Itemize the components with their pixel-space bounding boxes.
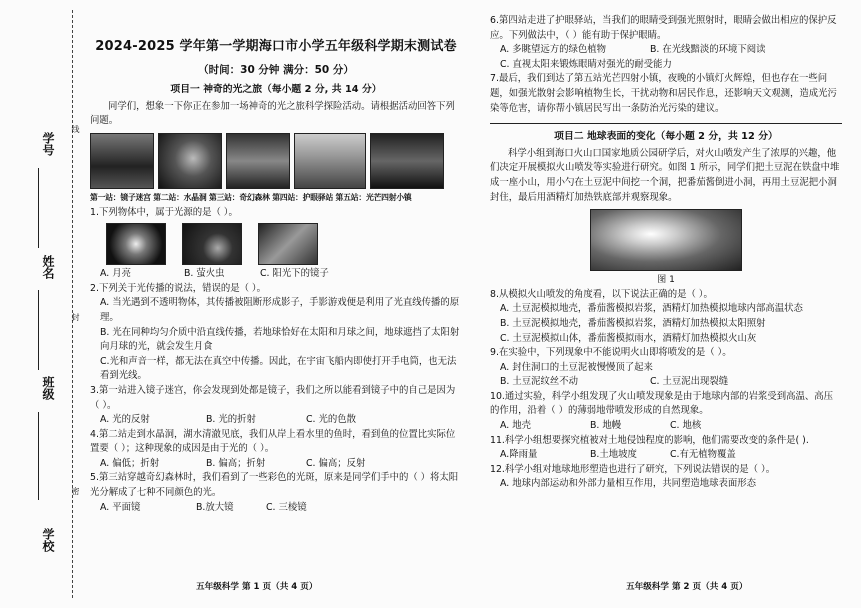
station-captions: 第一站：镜子迷宫 第二站：水晶洞 第三站：奇幻森林 第四站：护眼驿站 第五站：光芒四射小镇: [90, 192, 412, 202]
q3-option-b: B. 光的折射: [206, 414, 256, 426]
q5-options: [90, 501, 462, 516]
q8-stem: 8.从模拟火山喷发的角度看，以下说法正确的是（ ）。: [490, 288, 713, 300]
right-column: [490, 14, 842, 492]
q9-stem: 9.在实验中，下列现象中不能说明火山即将喷发的是（ ）。: [490, 347, 732, 359]
q8-option-a: A. 土豆泥模拟地壳，番茄酱模拟岩浆，酒精灯加热模拟地球内部高温状态: [500, 303, 803, 315]
q10-option-b: B. 地幔: [590, 420, 622, 432]
q11-option-a: A.降雨量: [500, 449, 538, 461]
q6-option-c: C. 直视太阳来锻炼眼睛对强光的耐受能力: [500, 58, 672, 70]
q9-option-a: A. 封住洞口的土豆泥被慢慢顶了起来: [500, 361, 653, 373]
left-column: [90, 14, 462, 515]
q10-options: [490, 419, 842, 434]
q1-stem: 1.下列物体中，属于光源的是（ ）。: [90, 206, 238, 218]
class-line: [38, 412, 39, 500]
q1-option-c: C. 阳光下的镜子: [260, 268, 329, 280]
mirror-maze-photo: [90, 133, 154, 189]
q2-stem: 2.下列关于光传播的说法，错误的是（ ）。: [90, 282, 266, 294]
q1-option-a: A. 月亮: [100, 268, 131, 280]
section-divider: [490, 123, 842, 124]
name-line: [38, 290, 39, 370]
q3-option-a: A. 光的反射: [100, 414, 150, 426]
section2-heading: 项目二 地球表面的变化（每小题 2 分，共 12 分）: [554, 131, 778, 143]
q1-option-b: B. 萤火虫: [184, 268, 225, 280]
q1-options: [90, 267, 462, 282]
q11-stem: 11.科学小组想要探究植被对土地侵蚀程度的影响，他们需要改变的条件是( ).: [490, 434, 809, 446]
q10-option-a: A. 地壳: [500, 420, 531, 432]
q3-stem: 3.第一站进入镜子迷宫，你会发现到处都是镜子，我们之所以能看到镜子中的自己是因为（ ）。: [90, 384, 456, 411]
q5-option-b: B.放大镜: [196, 501, 234, 513]
exam-title: 2024-2025 学年第一学期海口市小学五年级科学期末测试卷: [95, 39, 457, 54]
q5-option-a: A. 平面镜: [100, 501, 141, 513]
q3-options: [90, 413, 462, 428]
name-label: 姓名: [41, 255, 55, 279]
student-id-line: [38, 168, 39, 248]
q9-option-c: C. 土豆泥出现裂缝: [650, 376, 729, 388]
school-label: 学校: [41, 528, 55, 552]
q4-option-b: B. 偏高；折射: [206, 457, 266, 469]
seal-mark-seal: 封: [71, 313, 80, 321]
q11-option-c: C.有无植物覆盖: [670, 449, 736, 461]
section2-intro: 科学小组到海口火山口国家地质公园研学后，对火山喷发产生了浓厚的兴趣，他们决定开展模拟火山喷发等实验进行研究。如图 1 所示，同学们把土豆泥在铁盘中堆成一座小山，用小勺在土豆泥中间挖一个洞，把番茄酱倒进小洞，再用土豆泥把小洞封住，最后用酒精灯加热铁底部并观察现象。: [490, 147, 840, 203]
q6-option-a: A. 多眺望远方的绿色植物: [500, 44, 606, 56]
light-town-photo: [370, 133, 444, 189]
q2-option-b: B. 光在同种均匀介质中沿直线传播，若地球恰好在太阳和月球之间，地球遮挡了太阳射向月球的光，就会发生月食: [100, 326, 460, 353]
section1-intro: 同学们，想象一下你正在参加一场神奇的光之旅科学探险活动。请根据活动回答下列问题。: [90, 100, 455, 127]
q10-stem: 10.通过实验，科学小组发现了火山喷发现象是由于地球内部的岩浆受到高温、高压的作用，沿着（ ）的薄弱地带喷发形成的自然现象。: [490, 390, 834, 417]
q5-stem: 5.第三站穿越奇幻森林时，我们看到了一些彩色的光斑，原来是同学们手中的（ ）将太阳光分解成了七种不同颜色的光。: [90, 472, 459, 499]
q6-options-ab: [490, 43, 842, 58]
q3-option-c: C. 光的色散: [306, 414, 357, 426]
student-id-label: 学号: [41, 132, 55, 156]
q4-options: [90, 457, 462, 472]
right-page-footer: 五年级科学 第 2 页（共 4 页）: [626, 582, 748, 592]
moon-photo: [106, 223, 166, 265]
q4-option-c: C. 偏高；反射: [306, 457, 366, 469]
eye-station-photo: [294, 133, 366, 189]
q7-stem: 7.最后，我们到达了第五站光芒四射小镇，夜晚的小镇灯火辉煌，但也存在一些问题，如强光散射会影响植物生长，干扰动物和居民作息，还影响天文观测，造成光污染等危害，请你帮小镇居民写出一条防治光污染的建议。: [490, 73, 837, 114]
q10-option-c: C. 地核: [670, 420, 702, 432]
q1-images: [106, 223, 462, 265]
q6-option-b: B. 在光线黯淡的环境下阅读: [650, 44, 766, 56]
q6-stem: 6.第四站走进了护眼驿站，当我们的眼睛受到强光照射时，眼睛会做出相应的保护反应。下列做法中，（ ）能有助于保护眼睛。: [490, 15, 837, 41]
firefly-photo: [182, 223, 242, 265]
section1-heading: 项目一 神奇的光之旅（每小题 2 分, 共 14 分）: [170, 84, 382, 96]
volcano-experiment-photo: [590, 209, 742, 271]
q11-options: [490, 448, 842, 463]
seal-mark-line: 线: [71, 125, 80, 133]
q8-option-c: C. 土豆泥模拟山体，番茄酱模拟雨水，酒精灯加热模拟火山灰: [500, 332, 757, 344]
q4-stem: 4.第二站走到水晶洞，湖水清澈见底，我们从岸上看水里的鱼时，看到鱼的位置比实际位置要（ ）；这种现象的成因是由于光的（ ）。: [90, 428, 456, 455]
fantasy-forest-photo: [226, 133, 290, 189]
q2-option-a: A. 当光遇到不透明物体，其传播被阻断形成影子，手影游戏便是利用了光直线传播的原理。: [100, 297, 460, 323]
binding-margin: [0, 0, 86, 608]
left-page-footer: 五年级科学 第 1 页（共 4 页）: [196, 582, 318, 592]
q12-stem: 12.科学小组对地球地形塑造也进行了研究，下列说法错误的是（ ）。: [490, 463, 776, 475]
q9-options-bc: [490, 375, 842, 390]
q4-option-a: A. 偏低；折射: [100, 457, 160, 469]
mirror-photo: [258, 223, 318, 265]
q5-option-c: C. 三棱镜: [266, 501, 307, 513]
q11-option-b: B.土地坡度: [590, 449, 637, 461]
dashed-cut-line: [72, 10, 73, 598]
q9-option-b: B. 土豆泥纹丝不动: [500, 376, 579, 388]
q12-option-a: A. 地球内部运动和外部力量相互作用，共同塑造地球表面形态: [500, 478, 756, 490]
q2-option-c: C.光和声音一样，都无法在真空中传播。因此，在宇宙飞船内即使打开手电筒，也无法看到光线。: [100, 355, 457, 382]
time-score: （时间：30 分钟 满分：50 分）: [198, 63, 354, 76]
q8-option-b: B. 土豆泥模拟地壳，番茄酱模拟岩浆，酒精灯加热模拟太阳照射: [500, 317, 766, 329]
station-photos: [90, 133, 462, 189]
crystal-cave-photo: [158, 133, 222, 189]
seal-mark-secret: 密: [71, 487, 80, 495]
class-label: 班级: [41, 376, 55, 400]
figure-caption: 图 1: [657, 275, 675, 286]
